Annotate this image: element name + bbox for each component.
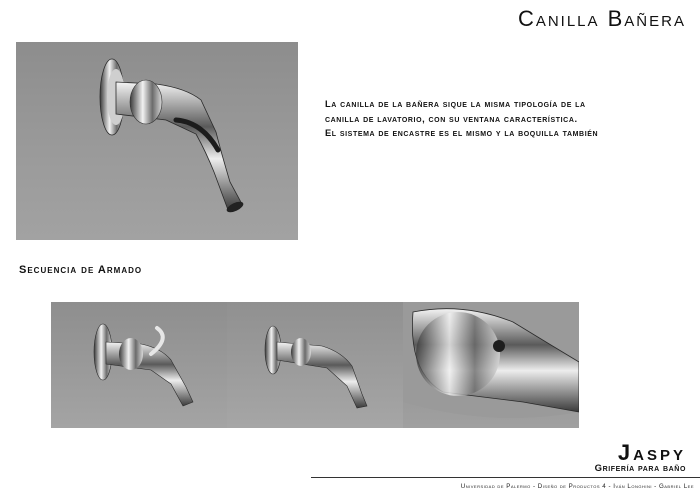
sequence-label: Secuencia de Armado	[19, 264, 143, 276]
assembly-step-3-closeup-image	[403, 302, 579, 428]
description-line: El sistema de encastre es el mismo y la boquilla también	[325, 128, 599, 138]
hero-faucet-image	[16, 42, 298, 240]
footer-credits: Universidad de Palermo - Diseño de Productos 4 - Iván Longhini - Gabriel Lee	[460, 483, 694, 490]
assembly-step-2-image	[227, 302, 403, 428]
assembly-step-1-image	[51, 302, 227, 428]
description	[325, 97, 675, 141]
brand-name: Jaspy	[617, 440, 686, 465]
description-line: canilla de lavatorio, con su ventana característica.	[325, 113, 578, 124]
footer-divider	[311, 477, 700, 478]
description-line: La canilla de la bañera sique la misma tipología de la	[325, 99, 586, 109]
brand-tagline: Grifería para baño	[594, 463, 686, 474]
page-title: Canilla Bañera	[517, 6, 686, 31]
assembly-sequence-strip	[51, 302, 579, 428]
